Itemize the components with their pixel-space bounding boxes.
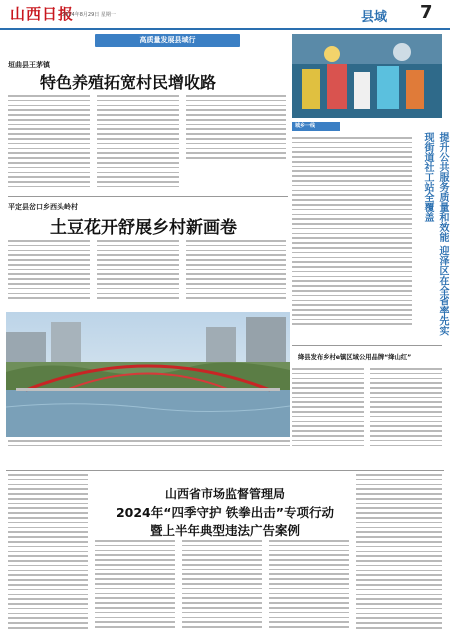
mid-right-col1 [292,368,364,454]
bottom-title-cases: 暨上半年典型违法广告案例 [149,523,300,538]
mid-right-headline: 绛县发布乡村e镇区域公用品牌“绛山红” [298,354,412,361]
article2-headline: 土豆花开舒展乡村新画卷 [50,218,237,238]
mid-right-col2 [370,368,442,454]
article1-kicker: 垣曲县王茅镇 [8,61,50,69]
side-headline: 提升公共服务质量和效能 迎泽区在全省率先实现街道社工站全覆盖 [422,132,448,336]
bottom-col3 [182,540,262,634]
bottom-divider [6,470,444,471]
photo-caption [8,440,290,454]
article1-col2 [97,95,179,195]
article1-headline: 特色养殖拓宽村民增收路 [40,73,217,92]
village-bridge-photo [6,312,290,437]
column-banner: 高质量发展县域行 [95,34,240,47]
bottom-col5 [356,474,442,634]
bottom-col2 [95,540,175,634]
section-title: 县域 [361,10,388,25]
article2-kicker: 平定县岔口乡西头岭村 [8,203,78,211]
divider [292,345,442,346]
masthead [0,0,450,30]
article1-col1 [8,95,90,195]
article2-col2 [97,240,179,306]
bottom-col1 [8,474,88,634]
issue-date: 2024年8月29日 星期一 [62,12,116,18]
side-article-text [292,137,412,337]
page-number: 7 [420,2,433,23]
column-tag: 城乡一线 [292,122,340,131]
divider [8,196,288,197]
article2-col1 [8,240,90,306]
bottom-title-org: 山西省市场监督管理局 [164,487,285,501]
bottom-title-campaign: 2024年“四季守护 铁拳出击”专项行动 [115,505,335,520]
article2-col3 [186,240,286,306]
newspaper-logo: 山西日报 [10,5,75,23]
article1-col3 [186,95,286,165]
festival-photo [292,34,442,118]
bottom-col4 [269,540,349,634]
